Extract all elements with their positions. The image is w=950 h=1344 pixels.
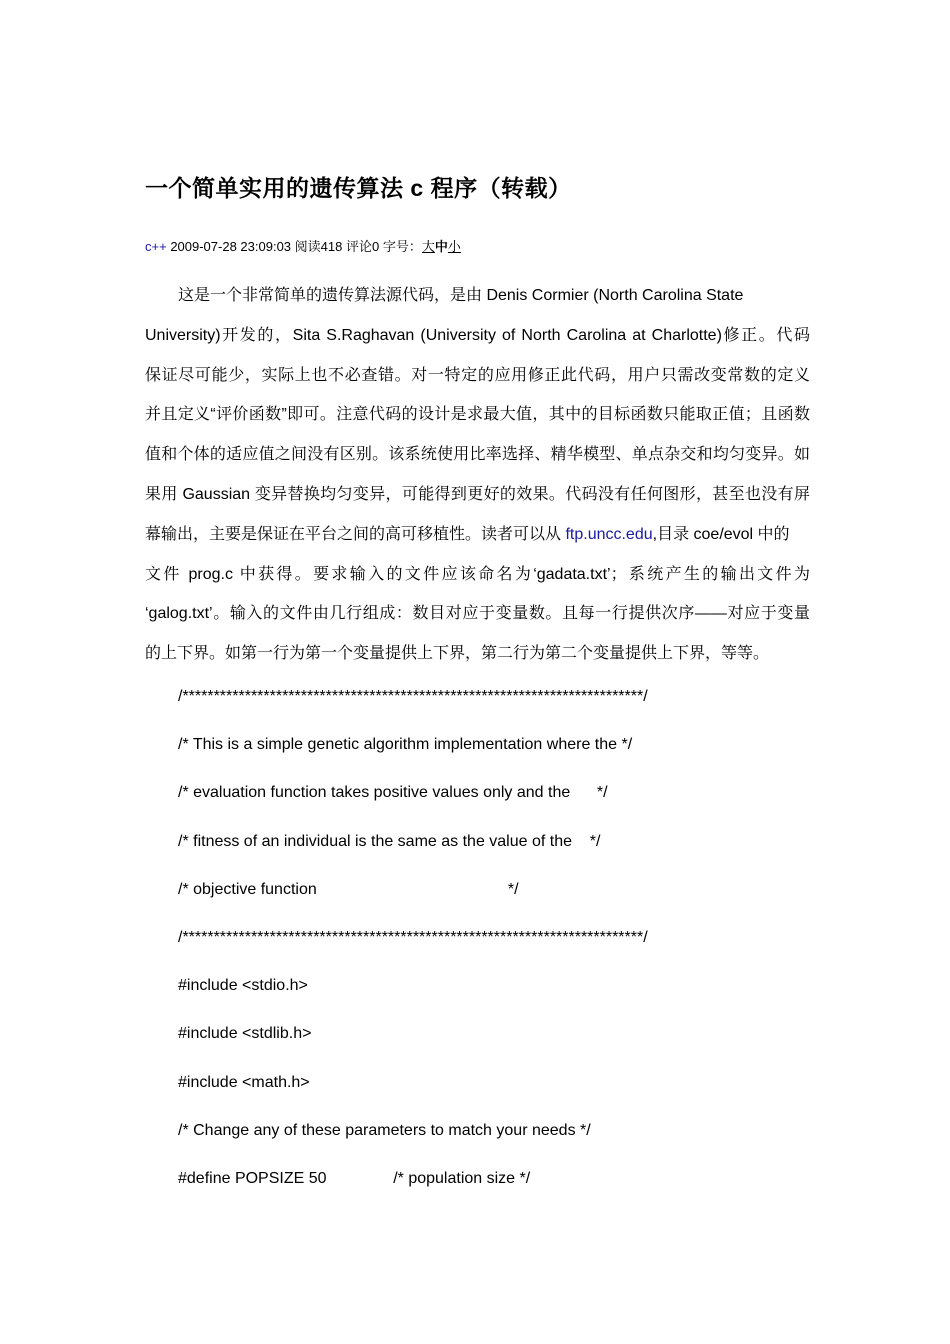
intro-line: 的上下界。如第一行为第一个变量提供上下界，第二行为第二个变量提供上下界，等等。 [145,645,770,663]
reads-label: 阅读 [294,239,321,254]
intro-text: ,目录 coe/evol 中的 [652,525,790,543]
code-block [178,685,648,1215]
code-line: #include <stdio.h> [178,977,308,995]
reads-count: 418 [320,239,343,254]
category-link[interactable]: c++ [145,239,167,254]
code-line: #include <stdlib.h> [178,1025,312,1043]
intro-line: 并且定义“评价函数”即可。注意代码的设计是求最大值，其中的目标函数只能取正值；且函数 [145,406,810,424]
code-line: /* Change any of these parameters to match your needs */ [178,1121,591,1139]
intro-line: 果用 Gaussian 变异替换均匀变异，可能得到更好的效果。代码没有任何图形，甚至也没有屏 [145,485,810,503]
font-size-large-link[interactable]: 大 [421,239,435,254]
article-title: 一个简单实用的遗传算法 c 程序（转载） [145,175,572,201]
intro-line [145,515,810,555]
code-line: /**************************************************************************/ [178,928,648,946]
code-line: /* This is a simple genetic algorithm implementation where the */ [178,736,633,754]
ftp-link[interactable]: ftp.uncc.edu [565,525,653,543]
intro-line: 值和个体的适应值之间没有区别。该系统使用比率选择、精华模型、单点杂交和均匀变异。如 [145,446,810,464]
intro-line: 文件 prog.c 中获得。要求输入的文件应该命名为‘gadata.txt’；系统产生的输出文件为 [145,565,810,583]
comments-count: 0 [372,239,380,254]
article-meta [145,236,461,255]
intro-line: University)开发的，Sita S.Raghavan (University of North Carolina at Charlotte)修正。代码 [145,326,810,344]
font-size-small-link[interactable]: 小 [447,239,461,254]
post-datetime: 2009-07-28 23:09:03 [170,239,292,254]
code-line: #include <math.h> [178,1073,310,1091]
code-line: #define POPSIZE 50 /* population size */ [178,1169,531,1187]
comments-label: 评论 [346,239,373,254]
intro-paragraph [145,276,810,674]
code-line: /* evaluation function takes positive values only and the */ [178,784,608,802]
code-line: /* objective function */ [178,880,519,898]
font-size-medium-current: 中 [434,239,448,254]
intro-line: ‘galog.txt’。输入的文件由几行组成：数目对应于变量数。且每一行提供次序——对应于变量 [145,605,810,623]
intro-text: 幕输出，主要是保证在平台之间的高可移植性。读者可以从 [145,525,566,543]
font-size-label: 字号： [382,239,422,254]
intro-line: 这是一个非常简单的遗传算法源代码，是由 Denis Cormier (North Carolina State [178,287,744,304]
code-line: /**************************************************************************/ [178,688,648,705]
code-line: /* fitness of an individual is the same as the value of the */ [178,832,601,850]
intro-line: 保证尽可能少，实际上也不必查错。对一特定的应用修正此代码，用户只需改变常数的定义 [145,366,810,384]
